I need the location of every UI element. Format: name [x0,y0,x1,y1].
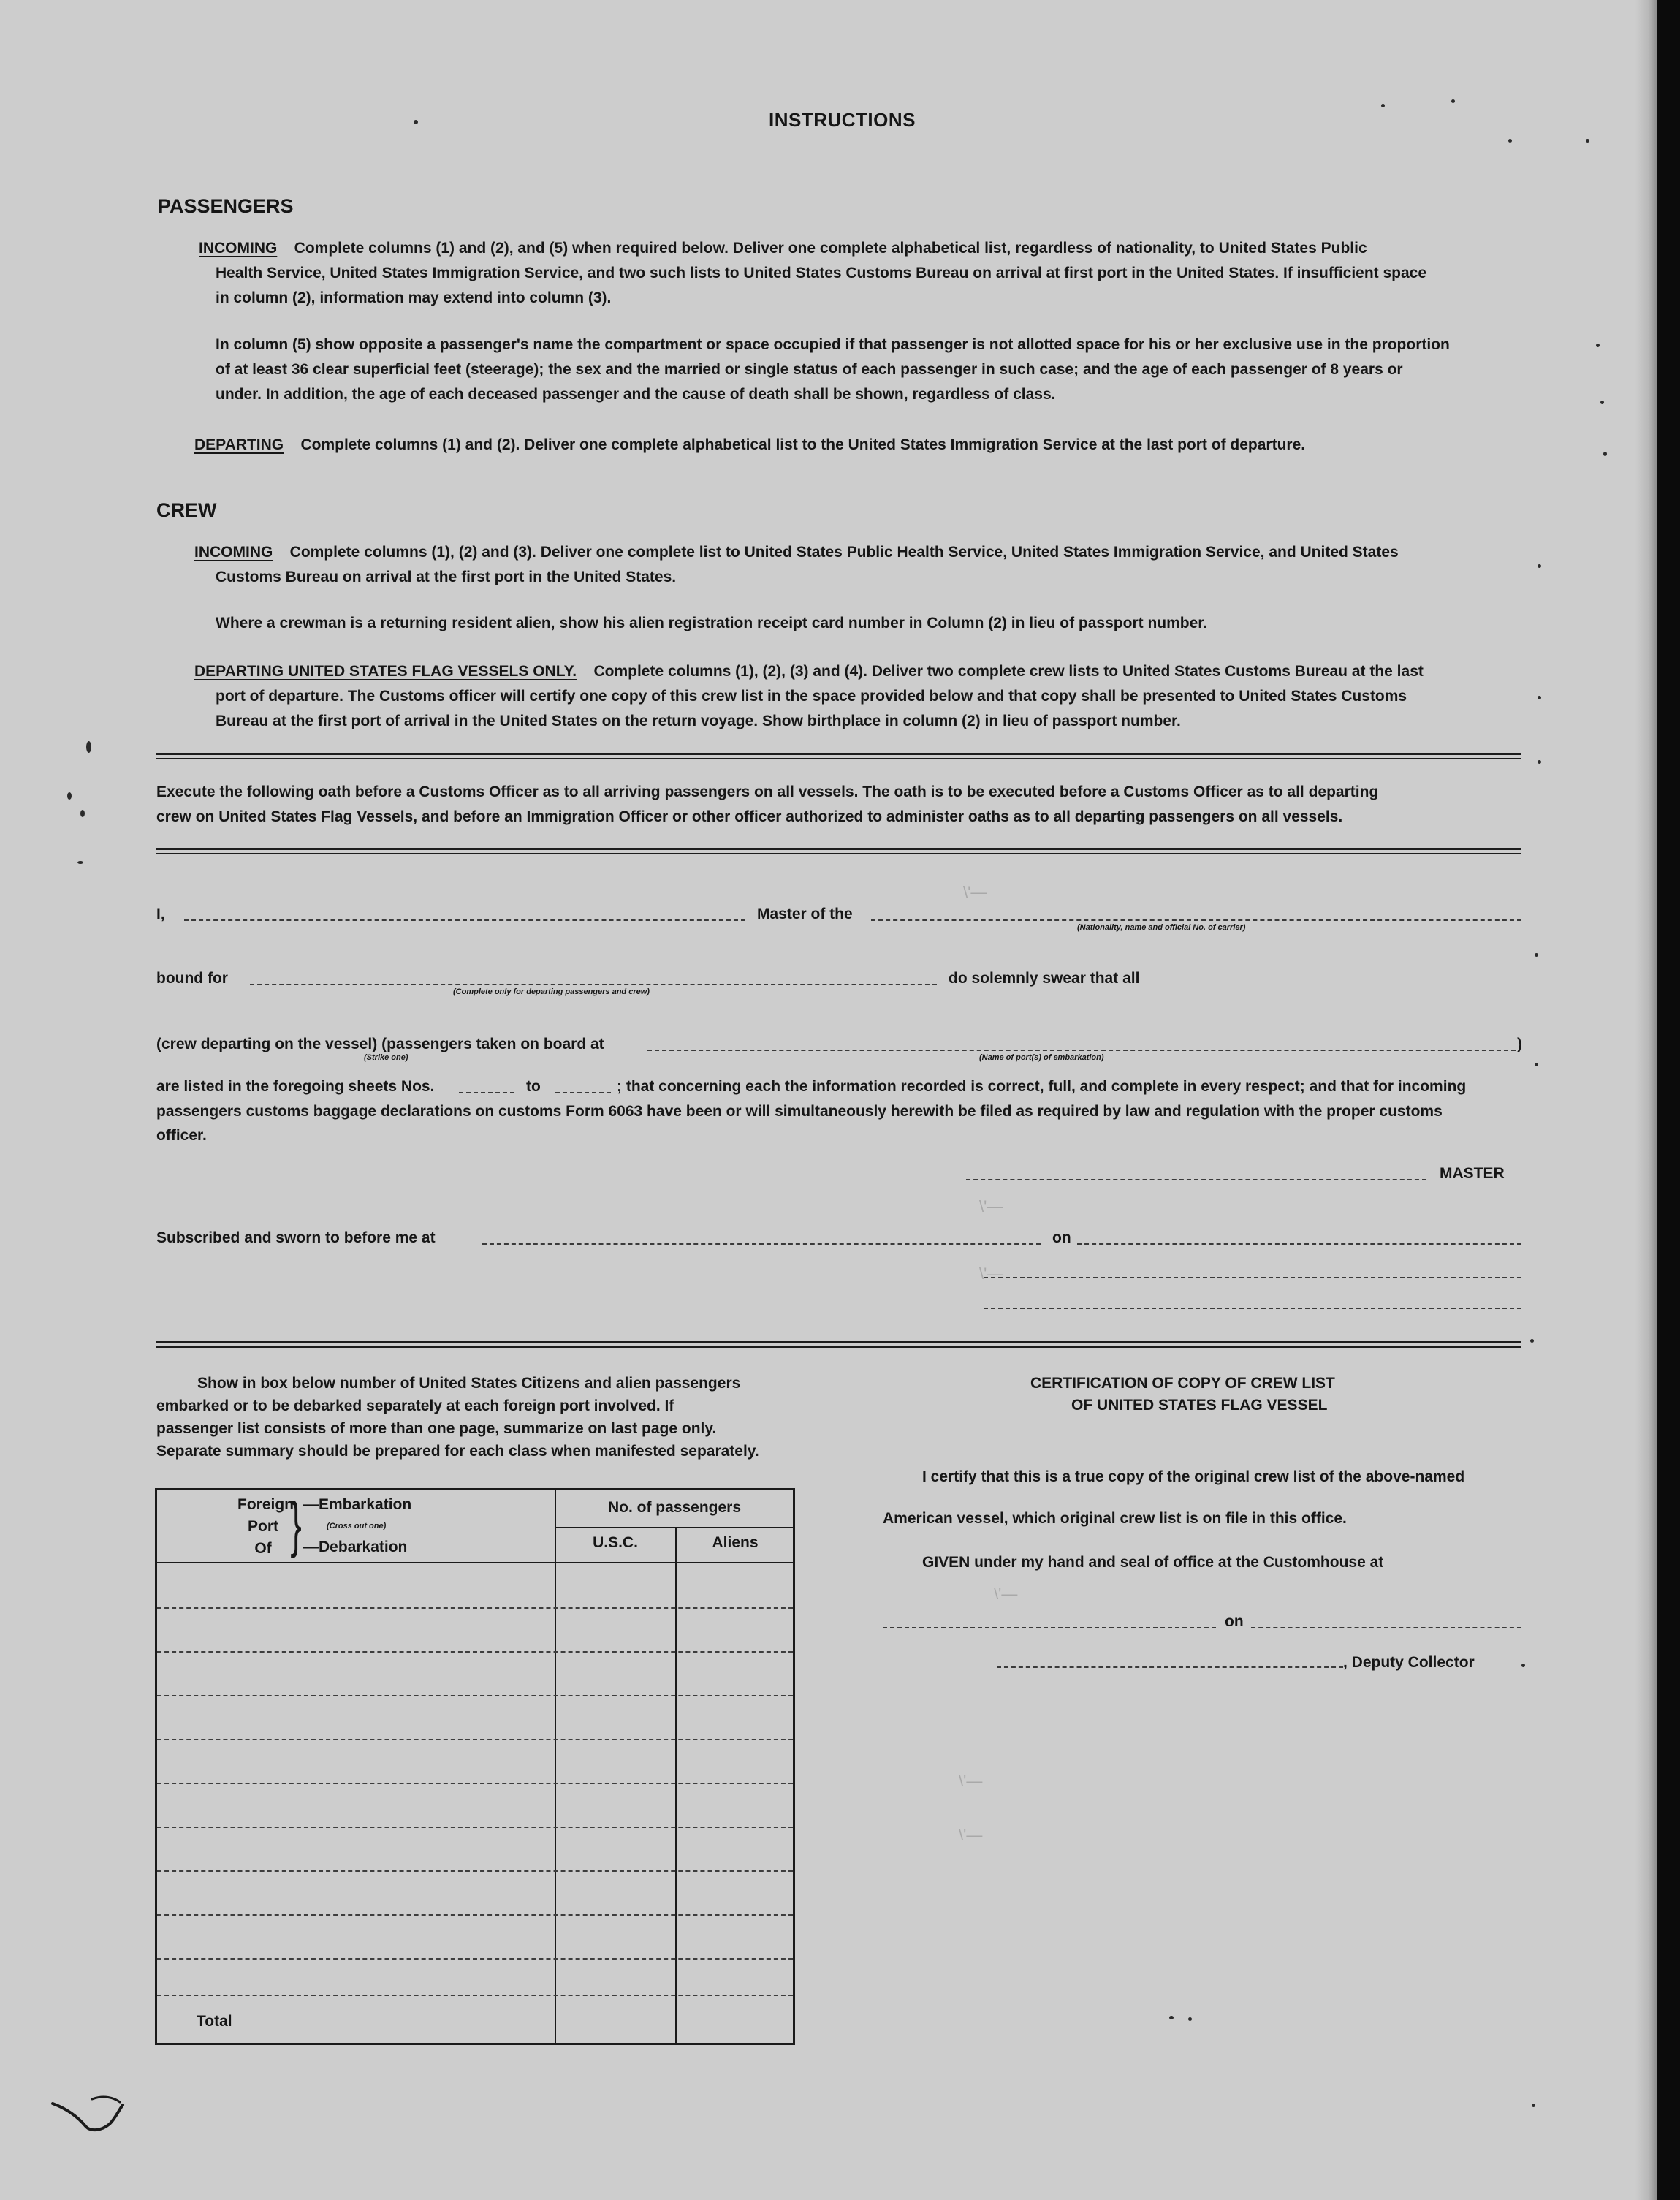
table-divider [555,1490,556,2043]
passengers-departing-label: DEPARTING [194,436,284,453]
oath-master-of-the: Master of the [757,906,853,922]
col-of: Of [254,1540,272,1557]
certification-line2: American vessel, which original crew list is on file in this office. [883,1510,1347,1527]
col-usc: U.S.C. [593,1534,638,1551]
speck [1451,99,1455,103]
crew-departing-line1 [194,659,1521,684]
divider-rule [156,848,1521,854]
speck [1381,104,1385,107]
crew-incoming-line1 [194,540,1521,565]
bleed-mark: \'— [963,883,987,901]
passengers-col5-line3: under. In addition, the age of each deceased passenger and the cause of death shall be shown, regardless of class. [216,386,1056,403]
officer-title-field[interactable] [984,1308,1521,1309]
crew-incoming-line2: Customs Bureau on arrival at the first port in the United States. [216,569,677,585]
col-port: Port [248,1518,278,1535]
col-aliens: Aliens [712,1534,759,1551]
speck [1586,139,1589,143]
crew-resident-text: Where a crewman is a returning resident alien, show his alien registration receipt card number in Column (2) in lieu of passport number. [216,615,1208,631]
master-label: MASTER [1440,1165,1505,1182]
crew-departing-line3: Bureau at the first port of arrival in the United States on the return voyage. Show birthplace in column (2) in lieu of passport number. [216,713,1181,729]
oath-listed-line1 [156,1074,1467,1099]
oath-instructions-line1: Execute the following oath before a Customs Officer as to all arriving passengers on all vessels. The oath is to be executed before a Customs Officer as to all departing [156,784,1379,800]
listed-text-b: ; that concerning each the information recorded is correct, full, and complete in every respect; and that for incoming [617,1078,1467,1095]
carrier-note: (Nationality, name and official No. of carrier) [1077,923,1246,932]
subscribed-place-field[interactable] [482,1243,1041,1245]
speck [1535,953,1538,957]
table-row[interactable] [157,1827,793,1828]
passengers-incoming-line3: in column (2), information may extend into column (3). [216,289,612,306]
certification-line1: I certify that this is a true copy of the original crew list of the above-named [922,1468,1465,1485]
sheet-to-field[interactable] [555,1092,611,1093]
divider-rule [156,753,1521,759]
bleed-mark: \'— [959,1772,983,1790]
customhouse-field[interactable] [883,1627,1216,1628]
certification-title-2: OF UNITED STATES FLAG VESSEL [1071,1397,1328,1414]
speck [414,120,418,124]
subscribed-on-label: on [1052,1229,1071,1246]
speck [1530,1339,1534,1343]
cross-note: (Cross out one) [327,1522,387,1530]
crew-departing-text: Complete columns (1), (2), (3) and (4). Deliver two complete crew lists to United States Customs Bureau at the last [593,663,1424,680]
crew-departing-line2: port of departure. The Customs officer will certify one copy of this crew list in the space provided below and that copy shall be presented to United States Customs [216,688,1407,705]
table-row[interactable] [157,1651,793,1653]
bleed-mark: \'— [979,1197,1003,1215]
passengers-departing-line [194,433,1305,458]
speck [1521,1664,1525,1667]
certification-on-label: on [1225,1613,1244,1630]
master-name-field[interactable] [184,919,745,921]
page-title: INSTRUCTIONS [769,109,916,131]
oath-swear: do solemnly swear that all [949,970,1140,987]
deputy-collector-field[interactable] [997,1666,1343,1668]
speck [1538,564,1541,568]
passengers-incoming-label: INCOMING [199,240,278,257]
speck [1603,452,1607,456]
speck [1508,139,1512,143]
certification-title-1: CERTIFICATION OF COPY OF CREW LIST [1030,1375,1335,1392]
table-row[interactable] [157,1995,793,1996]
crew-heading: CREW [156,499,217,521]
summary-line1-text: Show in box below number of United States Citizens and alien passengers [197,1375,741,1392]
bleed-mark: \'— [979,1264,1003,1283]
col-foreign: Foreign [237,1496,294,1513]
oath-i-label: I, [156,906,165,922]
crew-incoming-text: Complete columns (1), (2) and (3). Deliver one complete list to United States Public Health Service, United States Immigration Service, and United States [289,544,1399,561]
crew-incoming-label: INCOMING [194,544,273,561]
speck [77,861,83,864]
table-row[interactable] [157,1870,793,1872]
bleed-mark: \'— [959,1826,983,1844]
speck [1169,2016,1174,2019]
passenger-summary-table [155,1488,795,2045]
passengers-incoming-text: Complete columns (1) and (2), and (5) when required below. Deliver one complete alphabetical list, regardless of nationality, to United States Public [294,240,1367,257]
oath-listed-line3: officer. [156,1127,207,1144]
passengers-incoming-line2: Health Service, United States Immigration Service, and two such lists to United States Customs Bureau on arrival at first port in the United States. If insufficient space [216,265,1427,281]
passengers-departing-text: Complete columns (1) and (2). Deliver one complete alphabetical list to the United States Immigration Service at the last port of departure. [300,436,1306,453]
listed-to: to [526,1078,541,1095]
summary-line3: passenger list consists of more than one page, summarize on last page only. [156,1420,717,1437]
oath-crew-departing: (crew departing on the vessel) (passengers taken on board at [156,1036,604,1052]
speck [80,810,85,817]
subscribed-label: Subscribed and sworn to before me at [156,1229,436,1246]
divider-rule [156,1341,1521,1348]
certification-date-field[interactable] [1251,1627,1521,1628]
total-label: Total [197,2013,232,2030]
passengers-heading: PASSENGERS [158,195,294,217]
sheet-from-field[interactable] [459,1092,514,1093]
oath-listed-line2: passengers customs baggage declarations on customs Form 6063 have been or will simultaneously herewith be filed as required by law and regulation with the proper customs [156,1103,1443,1120]
table-row[interactable] [157,1607,793,1609]
table-row[interactable] [157,1914,793,1916]
passengers-incoming-line1 [199,236,1521,261]
oath-bound-for: bound for [156,970,228,987]
table-row[interactable] [157,1695,793,1696]
brace-icon: } [290,1490,302,1558]
oath-close-paren: ) [1517,1036,1522,1052]
speck [1600,401,1604,404]
table-divider [555,1527,793,1528]
port-embarkation-field[interactable] [647,1050,1516,1051]
speck [1532,2104,1535,2107]
col-no-passengers: No. of passengers [607,1499,742,1516]
crew-departing-label: DEPARTING UNITED STATES FLAG VESSELS ONLY. [194,663,577,680]
speck [1538,696,1541,699]
table-row[interactable] [157,1958,793,1960]
passengers-col5-line2: of at least 36 clear superficial feet (steerage); the sex and the married or single status of each passenger in such case; and the age of each passenger of 8 years or [216,361,1403,378]
bleed-mark: \'— [994,1585,1018,1603]
col-embarkation: —Embarkation [303,1496,412,1513]
speck [86,741,91,753]
passengers-col5-line1: In column (5) show opposite a passenger's name the compartment or space occupied if that passenger is not allotted space for his or her exclusive use in the proportion [216,336,1450,353]
bound-for-note: (Complete only for departing passengers and crew) [453,987,650,996]
oath-instructions-line2: crew on United States Flag Vessels, and before an Immigration Officer or other officer authorized to administer oaths as to all departing passengers on all vessels. [156,808,1343,825]
speck [67,792,72,800]
handwritten-corner-mark [47,2089,127,2136]
speck [1535,1063,1538,1066]
summary-line2: embarked or to be debarked separately at each foreign port involved. If [156,1397,674,1414]
carrier-field[interactable] [871,919,1521,921]
speck [1596,344,1600,347]
speck [1188,2017,1192,2021]
table-divider [157,1562,793,1563]
col-debarkation: —Debarkation [303,1539,408,1555]
table-row[interactable] [157,1783,793,1784]
page-edge-shadow [1635,0,1657,2200]
bound-for-field[interactable] [250,984,937,985]
officer-signature-field[interactable] [984,1277,1521,1278]
speck [1538,760,1541,764]
deputy-collector-label: , Deputy Collector [1343,1654,1475,1671]
master-signature-field[interactable] [966,1179,1426,1180]
listed-text-a: are listed in the foregoing sheets Nos. [156,1078,435,1095]
table-divider [675,1527,677,2043]
strike-note: (Strike one) [364,1053,408,1062]
summary-line4: Separate summary should be prepared for each class when manifested separately. [156,1443,759,1460]
summary-line1 [156,1372,795,1395]
certification-line3: GIVEN under my hand and seal of office at the Customhouse at [922,1554,1384,1571]
subscribed-date-field[interactable] [1077,1243,1521,1245]
port-note: (Name of port(s) of embarkation) [979,1053,1104,1062]
table-row[interactable] [157,1739,793,1740]
